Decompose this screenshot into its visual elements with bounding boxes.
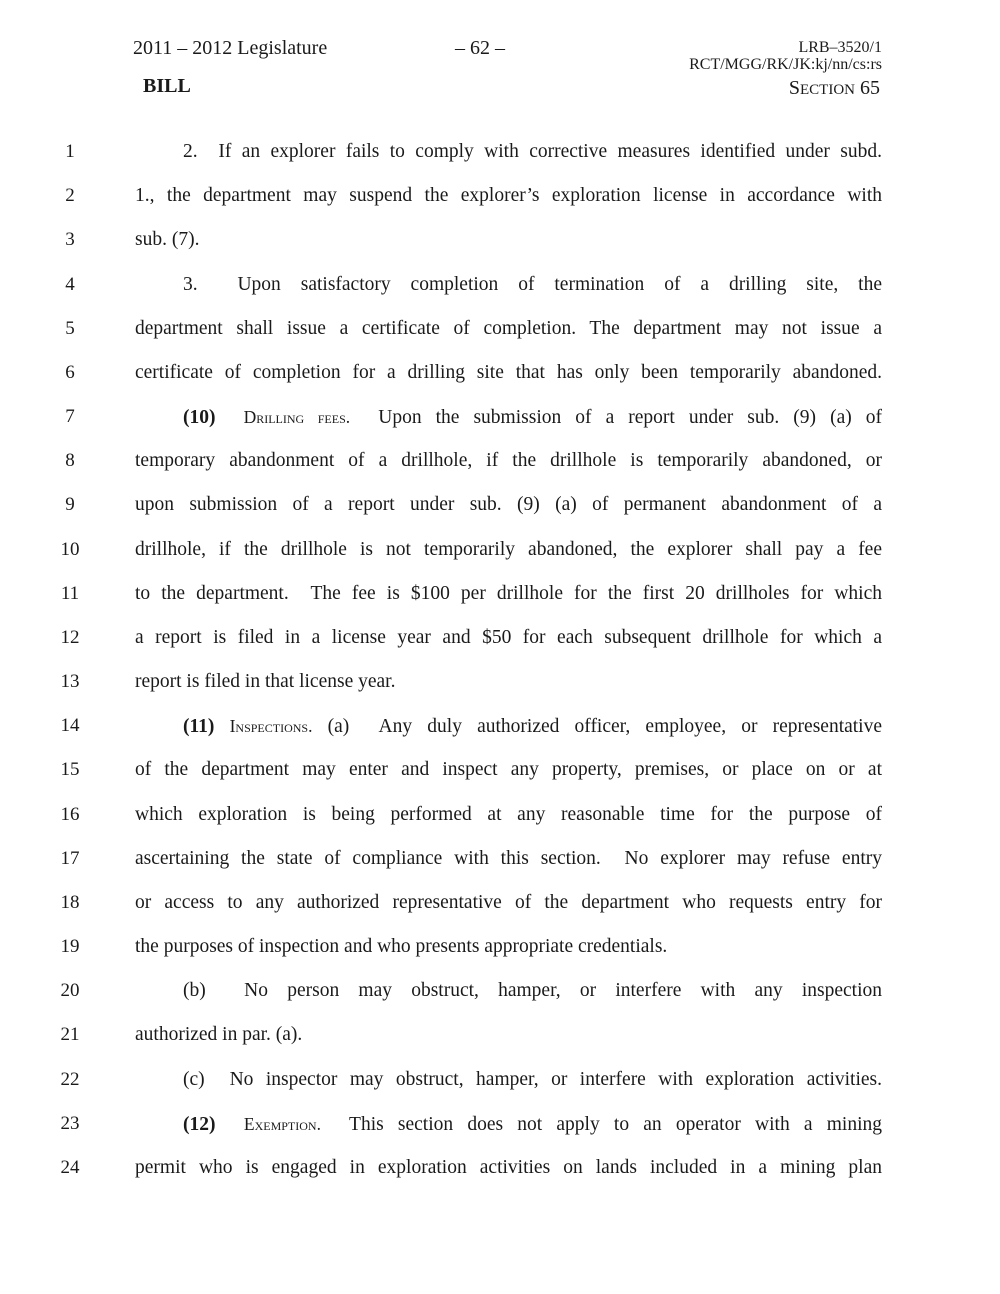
- bill-line: [0, 314, 1000, 344]
- text-run: of the department may enter and inspect any property, premises, or place on or at: [135, 759, 882, 781]
- bill-line: [0, 623, 1000, 653]
- text-run: report is filed in that license year.: [135, 671, 396, 693]
- line-text: [135, 623, 882, 653]
- line-text: [135, 490, 882, 520]
- line-number: 10: [60, 538, 80, 560]
- legislature-session: 2011 – 2012 Legislature: [133, 37, 328, 59]
- text-run: Upon the submission of a report under sub. (9) (a) of: [350, 407, 883, 429]
- line-number: 22: [60, 1068, 80, 1090]
- bill-line: [0, 844, 1000, 874]
- line-number: 14: [60, 715, 80, 737]
- bill-line: [0, 535, 1000, 565]
- bill-line: [0, 800, 1000, 830]
- subsection-title: Exemption.: [243, 1113, 321, 1134]
- text-run: permit who is engaged in exploration activities on lands included in a mining plan: [135, 1156, 882, 1178]
- text-run: (c) No inspector may obstruct, hamper, or interfere with exploration activities.: [183, 1068, 882, 1090]
- bill-line: [0, 490, 1000, 520]
- line-number: 11: [60, 582, 80, 604]
- line-text: [135, 535, 882, 565]
- text-run: authorized in par. (a).: [135, 1024, 303, 1046]
- text-run: (b) No person may obstruct, hamper, or interfere with any inspection: [183, 980, 882, 1002]
- line-text: [135, 667, 882, 697]
- bill-line: [0, 667, 1000, 697]
- bill-line: [0, 181, 1000, 211]
- line-text: [183, 976, 882, 1006]
- line-text: [135, 358, 882, 388]
- line-text: [135, 755, 882, 785]
- subsection-number: (11): [183, 716, 215, 738]
- line-text: [135, 1020, 882, 1050]
- bill-line: [0, 137, 1000, 167]
- bill-line: [0, 579, 1000, 609]
- line-text: [135, 800, 882, 830]
- bill-line: [0, 402, 1000, 432]
- line-number: 18: [60, 891, 80, 913]
- line-number: 17: [60, 847, 80, 869]
- subsection-title: Inspections.: [229, 716, 313, 737]
- text-run: certificate of completion for a drilling site that has only been temporarily abandoned.: [135, 361, 882, 383]
- bill-line: [0, 358, 1000, 388]
- section-number: 65: [855, 77, 880, 99]
- text-run: 1., the department may suspend the explorer’s exploration license in accordance with: [135, 185, 882, 207]
- document-type: BILL: [143, 75, 191, 97]
- text-run: a report is filed in a license year and $50 for each subsequent drillhole for which a: [135, 626, 882, 648]
- text-run: [214, 716, 229, 737]
- section-label-rest: ECTION: [800, 82, 855, 98]
- line-text: [183, 1065, 882, 1095]
- line-number: 8: [65, 450, 75, 472]
- line-number: 24: [60, 1156, 80, 1178]
- line-text: [135, 446, 882, 476]
- bill-line: [0, 1020, 1000, 1050]
- lrb-number: LRB–3520/1: [798, 39, 882, 56]
- subsection-number: (10): [183, 407, 216, 429]
- text-run: [216, 1114, 244, 1135]
- text-run: temporary abandonment of a drillhole, if the drillhole is temporarily abandoned, or: [135, 450, 882, 472]
- text-run: department shall issue a certificate of completion. The department may not issue a: [135, 317, 882, 339]
- bill-line: [0, 225, 1000, 255]
- bill-line: [0, 270, 1000, 300]
- line-text: [183, 711, 882, 742]
- text-run: [216, 407, 244, 428]
- line-number: 12: [60, 626, 80, 648]
- line-number: 20: [60, 980, 80, 1002]
- line-number: 19: [60, 936, 80, 958]
- line-text: [183, 270, 882, 300]
- text-run: or access to any authorized representative of the department who requests entry for: [135, 891, 882, 913]
- line-number: 9: [65, 494, 75, 516]
- line-number: 23: [60, 1112, 80, 1134]
- line-number: 1: [65, 141, 75, 162]
- text-run: 3. Upon satisfactory completion of termination of a drilling site, the: [183, 273, 882, 295]
- line-text: [135, 579, 882, 609]
- bill-line: [0, 755, 1000, 785]
- text-run: 2. If an explorer fails to comply with corrective measures identified under subd.: [183, 141, 882, 162]
- bill-line: [0, 1065, 1000, 1095]
- section-label: [789, 78, 880, 98]
- line-text: [135, 888, 882, 918]
- section-label-initial: S: [788, 77, 800, 99]
- line-number: 15: [60, 759, 80, 781]
- text-run: This section does not apply to an operator with a mining: [320, 1113, 883, 1135]
- line-number: 7: [65, 406, 75, 428]
- drafter-codes: RCT/MGG/RK/JK:kj/nn/cs:rs: [689, 56, 882, 73]
- line-text: [183, 1109, 882, 1140]
- bill-line: [0, 888, 1000, 918]
- line-number: 3: [65, 229, 75, 251]
- line-text: [135, 844, 882, 874]
- bill-line: [0, 932, 1000, 962]
- line-text: [135, 181, 882, 211]
- text-run: ascertaining the state of compliance with this section. No explorer may refuse entry: [135, 847, 882, 869]
- text-run: drillhole, if the drillhole is not temporarily abandoned, the explorer shall pay a fee: [135, 538, 882, 560]
- line-text: [135, 314, 882, 344]
- page-number: – 62 –: [455, 37, 505, 59]
- line-text: [135, 932, 882, 962]
- line-text: [183, 402, 882, 433]
- text-run: (a) Any duly authorized officer, employee, or representative: [312, 716, 883, 738]
- bill-line: [0, 446, 1000, 476]
- bill-line: [0, 711, 1000, 741]
- subsection-title: Drilling fees.: [243, 407, 351, 428]
- bill-line: [0, 1153, 1000, 1183]
- text-run: sub. (7).: [135, 229, 200, 251]
- text-run: upon submission of a report under sub. (9) (a) of permanent abandonment of a: [135, 494, 882, 516]
- text-run: to the department. The fee is $100 per drillhole for the first 20 drillholes for which: [135, 582, 882, 604]
- subsection-number: (12): [183, 1113, 216, 1135]
- line-text: [135, 1153, 882, 1183]
- bill-line: [0, 1109, 1000, 1139]
- text-run: the purposes of inspection and who presents appropriate credentials.: [135, 936, 668, 958]
- line-text: [135, 225, 882, 255]
- line-number: 2: [65, 185, 75, 207]
- line-number: 16: [60, 803, 80, 825]
- bill-line: [0, 976, 1000, 1006]
- text-run: which exploration is being performed at any reasonable time for the purpose of: [135, 803, 882, 825]
- line-number: 4: [65, 273, 75, 295]
- line-number: 6: [65, 361, 75, 383]
- line-number: 21: [60, 1024, 80, 1046]
- line-number: 13: [60, 671, 80, 693]
- line-text: [183, 137, 882, 167]
- line-number: 5: [65, 317, 75, 339]
